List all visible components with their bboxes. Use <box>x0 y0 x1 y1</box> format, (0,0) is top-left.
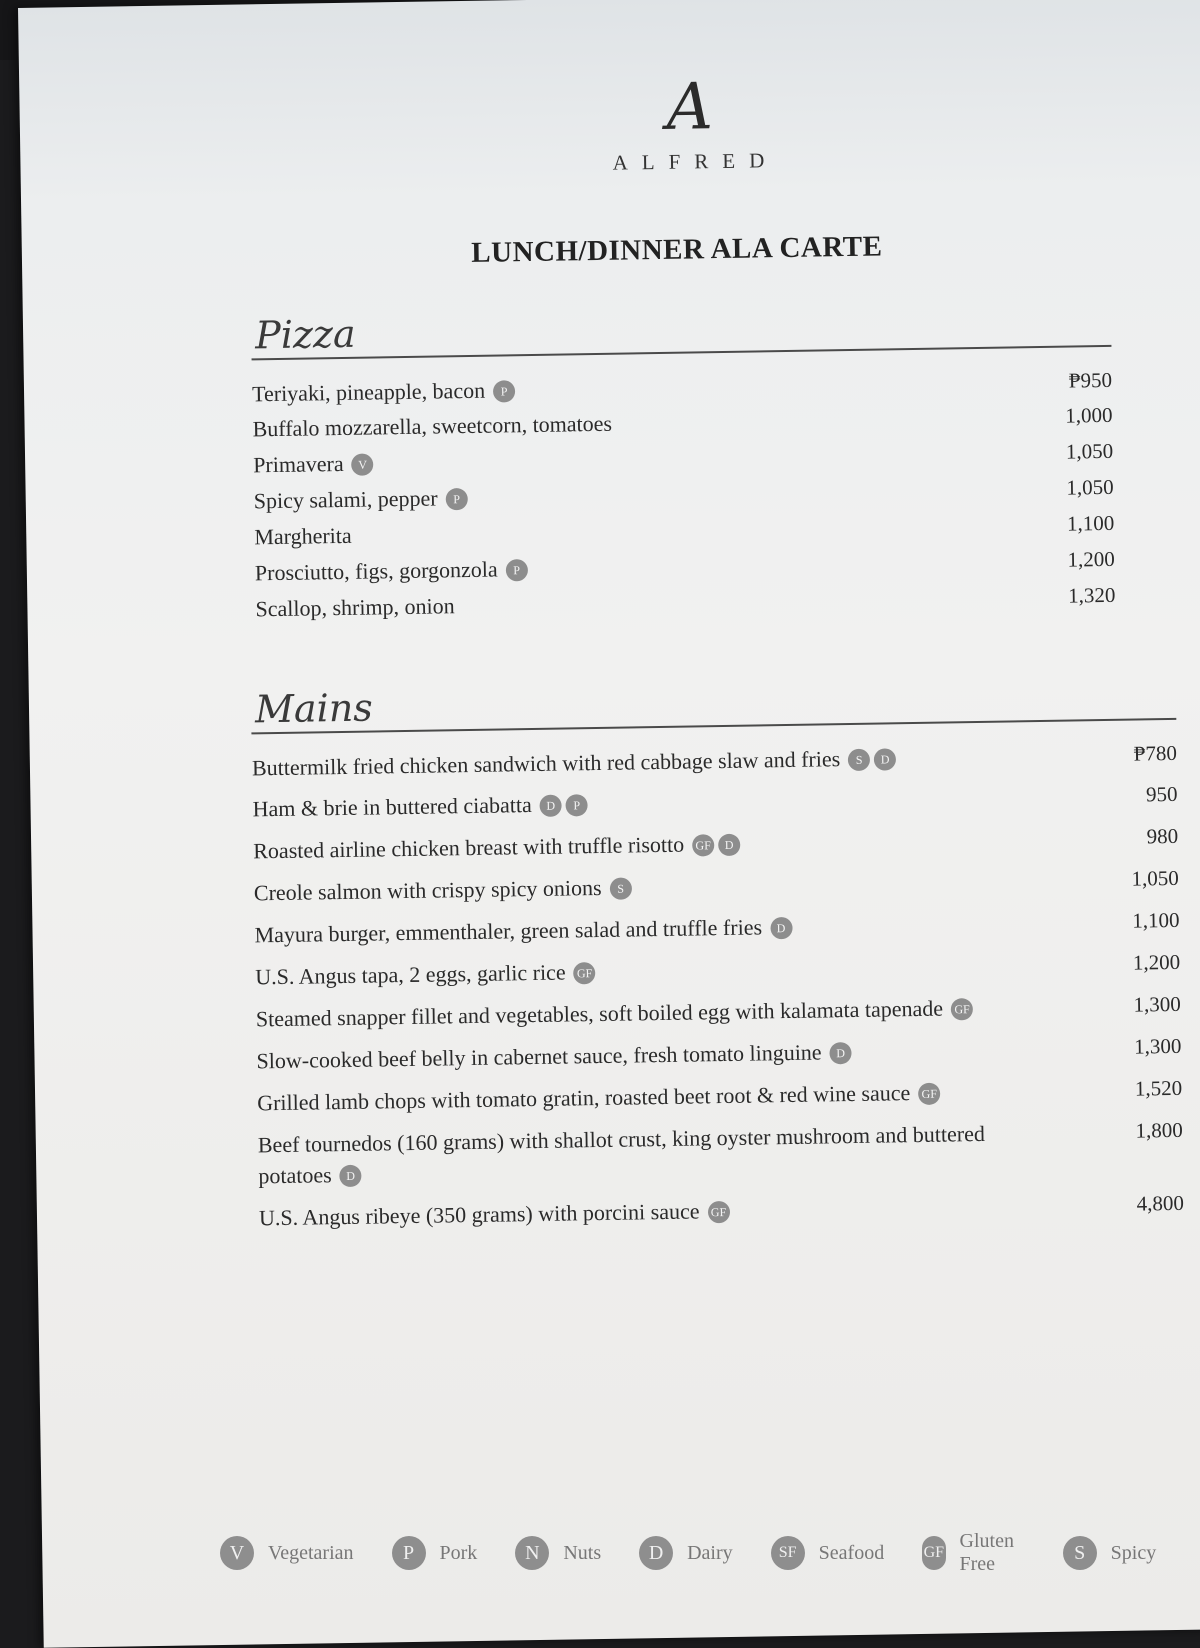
pizza-item-list <box>252 364 1116 625</box>
dietary-tag-badge: P <box>493 380 515 402</box>
menu-item-name <box>254 911 792 951</box>
legend-badge-icon: P <box>392 1536 426 1570</box>
dietary-tag-badge: D <box>718 834 740 856</box>
menu-item-price: 1,300 <box>1134 1033 1182 1059</box>
dietary-tag-badge: D <box>874 748 896 770</box>
menu-item-name <box>252 374 515 410</box>
menu-page <box>18 0 1200 1648</box>
menu-item-label: U.S. Angus tapa, 2 eggs, garlic rice <box>255 959 566 990</box>
brand-monogram: A <box>665 70 714 145</box>
menu-item <box>252 779 1177 825</box>
menu-item-name <box>252 408 612 446</box>
menu-item-label: Scallop, shrimp, onion <box>255 593 455 622</box>
legend-entry <box>922 1530 1024 1576</box>
dietary-tag-badge: GF <box>707 1201 729 1223</box>
menu-item-label: Margherita <box>254 522 352 550</box>
dietary-tag-badge: P <box>566 795 588 817</box>
menu-item-price: ₱780 <box>1133 740 1178 766</box>
menu-item-label: Buffalo mozzarella, sweetcorn, tomatoes <box>252 411 613 442</box>
menu-item-name <box>256 992 974 1035</box>
menu-item-price: 1,300 <box>1133 991 1181 1017</box>
menu-item-label: Prosciutto, figs, gorgonzola <box>254 556 498 586</box>
legend-label: Spicy <box>1110 1541 1157 1564</box>
dietary-tag-badge: GF <box>692 834 714 856</box>
menu-item-price: 950 <box>1145 782 1178 807</box>
dietary-tag-badge: GF <box>951 998 973 1020</box>
menu-item-price: 980 <box>1146 824 1179 849</box>
pizza-section <box>251 303 1116 629</box>
menu-item-name <box>252 742 897 784</box>
menu-item <box>259 1188 1184 1234</box>
menu-item-label: Beef tournedos (160 grams) with shallot crust, king oyster mushroom and buttered potatoes <box>257 1120 986 1189</box>
menu-item-price: 1,100 <box>1066 510 1115 536</box>
menu-item <box>256 1031 1181 1077</box>
menu-item <box>252 737 1177 783</box>
pizza-heading: Pizza <box>254 311 356 358</box>
dietary-tag-badge: S <box>609 878 631 900</box>
menu-item-label: Ham & brie in buttered ciabatta <box>252 792 532 822</box>
menu-item <box>257 1072 1182 1118</box>
dietary-tag-badge: P <box>446 488 468 510</box>
menu-item-name <box>254 482 468 517</box>
menu-item-name <box>255 553 528 589</box>
mains-heading: Mains <box>254 685 374 732</box>
legend-entry <box>771 1536 885 1570</box>
menu-item <box>258 1114 1184 1192</box>
legend-badge-icon: SF <box>771 1536 805 1570</box>
menu-item-name <box>256 1036 852 1077</box>
dietary-tag-badge: D <box>770 917 792 939</box>
legend-label: Vegetarian <box>268 1541 354 1564</box>
dietary-tag-badge: S <box>848 748 870 770</box>
menu-item-price: 1,000 <box>1065 403 1113 428</box>
menu-item-label: Buttermilk fried chicken sandwich with red cabbage slaw and fries <box>251 745 841 780</box>
legend-badge-icon: GF <box>922 1536 945 1570</box>
menu-item-price: 1,800 <box>1135 1117 1183 1143</box>
menu-item <box>254 863 1179 909</box>
mains-item-list <box>252 737 1184 1234</box>
menu-item <box>256 989 1181 1035</box>
menu-item-name <box>257 1076 941 1119</box>
menu-item-price: 1,200 <box>1132 949 1181 975</box>
dietary-tag-badge: D <box>540 795 562 817</box>
legend-badge-icon: D <box>639 1536 673 1570</box>
menu-item-price: 1,050 <box>1066 475 1114 500</box>
dietary-tag-badge: D <box>340 1165 362 1187</box>
legend-label: Gluten Free <box>959 1530 1014 1575</box>
dietary-tag-badge: GF <box>918 1082 940 1104</box>
menu-item-price: 1,050 <box>1065 439 1114 464</box>
menu-item-label: Teriyaki, pineapple, bacon <box>251 377 486 406</box>
menu-item-price: 1,050 <box>1131 866 1179 891</box>
menu-item-label: Slow-cooked beef belly in cabernet sauce, fresh tomato linguine <box>256 1039 822 1074</box>
menu-item-price: 1,200 <box>1067 546 1115 572</box>
menu-item-label: Grilled lamb chops with tomato gratin, roasted beet root & red wine sauce <box>257 1079 911 1116</box>
menu-item-name <box>253 828 740 868</box>
menu-item-price: 1,520 <box>1134 1075 1183 1101</box>
dietary-legend <box>220 1530 1180 1576</box>
menu-title: LUNCH/DINNER ALA CARTE <box>471 230 883 269</box>
menu-item <box>255 947 1180 993</box>
legend-entry <box>515 1536 601 1570</box>
menu-item-label: Creole salmon with crispy spicy onions <box>253 875 602 906</box>
menu-item-price: 1,100 <box>1132 907 1180 933</box>
legend-label: Nuts <box>563 1541 602 1564</box>
legend-badge-icon: V <box>220 1536 254 1570</box>
dietary-tag-badge: V <box>351 454 373 476</box>
mains-section <box>251 676 1185 1245</box>
menu-item-name <box>253 448 374 482</box>
dietary-tag-badge: D <box>829 1042 851 1064</box>
menu-item-label: Steamed snapper fillet and vegetables, soft boiled egg with kalamata tapenade <box>255 995 944 1032</box>
menu-item-price: 1,320 <box>1067 582 1116 608</box>
menu-item <box>254 905 1179 951</box>
legend-label: Seafood <box>818 1541 885 1564</box>
legend-label: Dairy <box>687 1541 733 1564</box>
menu-item-price: ₱950 <box>1068 367 1113 393</box>
menu-item-name <box>258 1116 1049 1192</box>
menu-item-name <box>252 789 588 826</box>
menu-item-label: Primavera <box>253 451 344 478</box>
dietary-tag-badge: P <box>506 559 528 581</box>
menu-item-name <box>254 520 352 553</box>
brand-name: ALFRED <box>612 148 779 175</box>
legend-entry <box>220 1536 354 1570</box>
menu-item-name <box>255 956 596 993</box>
menu-item-label: Roasted airline chicken breast with truffle risotto <box>253 831 685 864</box>
menu-item-name <box>259 1195 730 1234</box>
menu-item-name <box>255 590 455 625</box>
legend-badge-icon: N <box>515 1536 549 1570</box>
legend-entry <box>1063 1536 1157 1570</box>
legend-label: Pork <box>439 1541 478 1564</box>
menu-item <box>253 821 1178 867</box>
legend-entry <box>639 1536 733 1570</box>
legend-entry <box>392 1536 478 1570</box>
menu-item-label: Spicy salami, pepper <box>253 485 438 514</box>
menu-item-label: Mayura burger, emmenthaler, green salad and truffle fries <box>254 914 763 948</box>
menu-item-price: 4,800 <box>1136 1191 1185 1216</box>
menu-item-name <box>254 872 632 910</box>
legend-badge-icon: S <box>1063 1536 1097 1570</box>
menu-item-label: U.S. Angus ribeye (350 grams) with porcini sauce <box>258 1198 700 1231</box>
dietary-tag-badge: GF <box>573 962 595 984</box>
